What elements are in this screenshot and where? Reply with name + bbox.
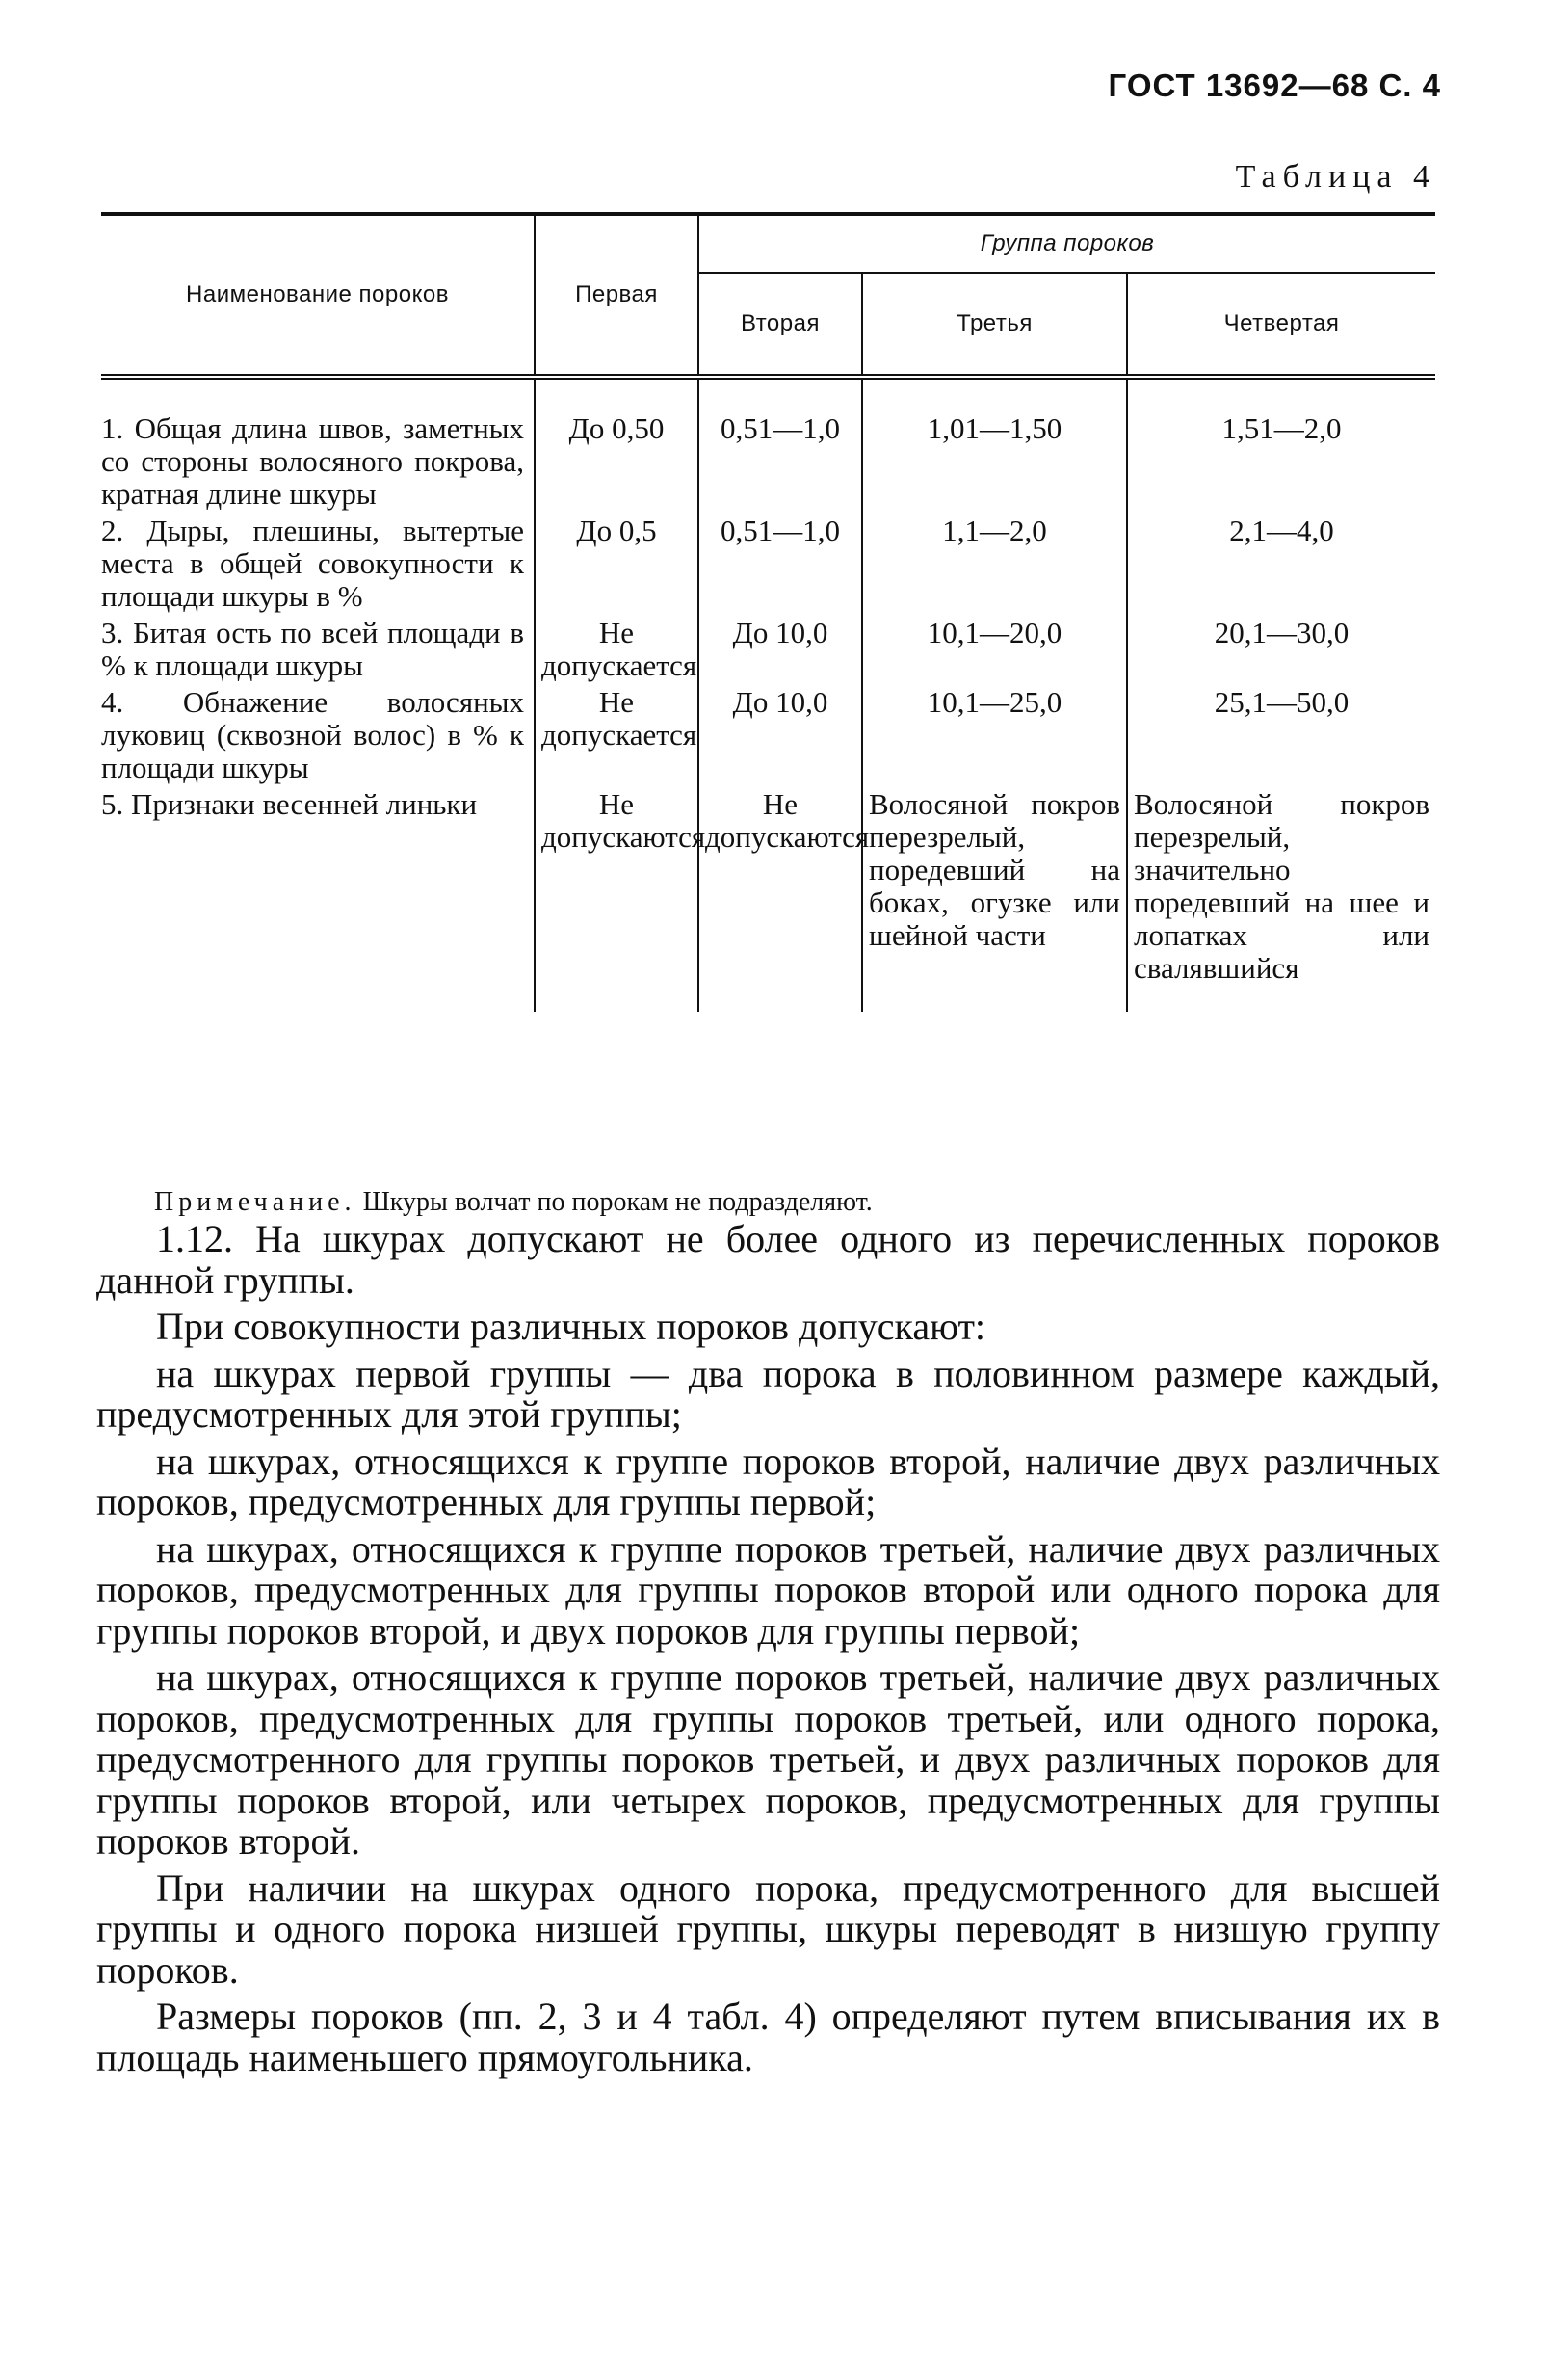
value-first: До 0,5	[535, 515, 698, 617]
value-first: Не допускается	[535, 617, 698, 686]
paragraph: на шкурах, относящихся к группе пороков третьей, наличие двух различных пороков, предусмотренных для группы пороков второй или одного порока для группы пороков второй, и двух пороков для группы первой;	[96, 1526, 1440, 1653]
value-fourth: 25,1—50,0	[1127, 686, 1435, 788]
defect-name: 5. Признаки весенней линьки	[101, 787, 478, 821]
col-header-second: Вторая	[698, 273, 862, 377]
col-header-third: Третья	[862, 273, 1127, 377]
paragraph: При совокупности различных пороков допускают:	[156, 1305, 986, 1348]
value-third: 10,1—20,0	[862, 617, 1127, 686]
col-header-fourth: Четвертая	[1127, 273, 1435, 377]
value-second: 0,51—1,0	[698, 377, 862, 515]
table-row	[101, 788, 1435, 1012]
defects-table	[101, 212, 1435, 1012]
value-second: 0,51—1,0	[698, 515, 862, 617]
paragraph: Размеры пороков (пп. 2, 3 и 4 табл. 4) определяют путем вписывания их в площадь наименьшего прямоугольника.	[96, 1995, 1440, 2079]
value-second: До 10,0	[698, 686, 862, 788]
defect-name: 2. Дыры, плешины, вытертые места в общей совокупности к площади шкуры в %	[101, 514, 524, 613]
value-first: Не допускается	[535, 686, 698, 788]
paragraph: 1.12. На шкурах допускают не более одного из перечисленных пороков данной группы.	[96, 1217, 1440, 1302]
running-head: ГОСТ 13692—68 С. 4	[1108, 67, 1441, 103]
table-note	[154, 1187, 873, 1218]
value-first: До 0,50	[535, 377, 698, 515]
value-second: Не допускаются	[698, 788, 862, 1012]
defect-name: 4. Обнажение волосяных луковиц (сквозной волос) в % к площади шкуры	[101, 685, 524, 784]
value-fourth: 2,1—4,0	[1127, 515, 1435, 617]
col-header-first: Первая	[535, 214, 698, 377]
table-row	[101, 686, 1435, 788]
value-fourth: 20,1—30,0	[1127, 617, 1435, 686]
group-header: Группа пороков	[698, 214, 1435, 273]
paragraph: на шкурах первой группы — два порока в половинном размере каждый, предусмотренных для этой группы;	[96, 1351, 1440, 1436]
value-third: 1,01—1,50	[862, 377, 1127, 515]
table-row	[101, 377, 1435, 515]
value-third: 1,1—2,0	[862, 515, 1127, 617]
value-third: 10,1—25,0	[862, 686, 1127, 788]
paragraph: на шкурах, относящихся к группе пороков третьей, наличие двух различных пороков, предусмотренных для группы пороков третьей, или одного порока, предусмотренного для группы пороков третьей, и двух различных пороков для группы пороков второй, или четырех пороков, предусмотренных для группы пороков второй.	[96, 1655, 1440, 1863]
body-text	[96, 1219, 1440, 2078]
value-second: До 10,0	[698, 617, 862, 686]
defect-name: 1. Общая длина швов, заметных со стороны волосяного покрова, кратная длине шкуры	[101, 411, 524, 511]
paragraph: При наличии на шкурах одного порока, предусмотренного для высшей группы и одного порока низшей группы, шкуры переводят в низшую группу пороков.	[96, 1865, 1440, 1992]
table-caption: Таблица 4	[1235, 159, 1436, 195]
note-label: Примечание.	[154, 1187, 356, 1217]
table-row	[101, 515, 1435, 617]
value-third: Волосяной покров перезрелый, поредевший на боках, огузке или шейной части	[862, 788, 1127, 1012]
value-first: Не допускаются	[535, 788, 698, 1012]
defect-name: 3. Битая ость по всей площади в % к площади шкуры	[101, 616, 524, 682]
col-header-name: Наименование пороков	[101, 214, 535, 377]
table-row	[101, 617, 1435, 686]
paragraph: на шкурах, относящихся к группе пороков второй, наличие двух различных пороков, предусмотренных для группы первой;	[96, 1439, 1440, 1523]
value-fourth: 1,51—2,0	[1127, 377, 1435, 515]
note-text: Шкуры волчат по порокам не подразделяют.	[355, 1187, 873, 1217]
value-fourth: Волосяной покров перезрелый, значительно поредевший на шее и лопатках или свалявшийся	[1127, 788, 1435, 1012]
